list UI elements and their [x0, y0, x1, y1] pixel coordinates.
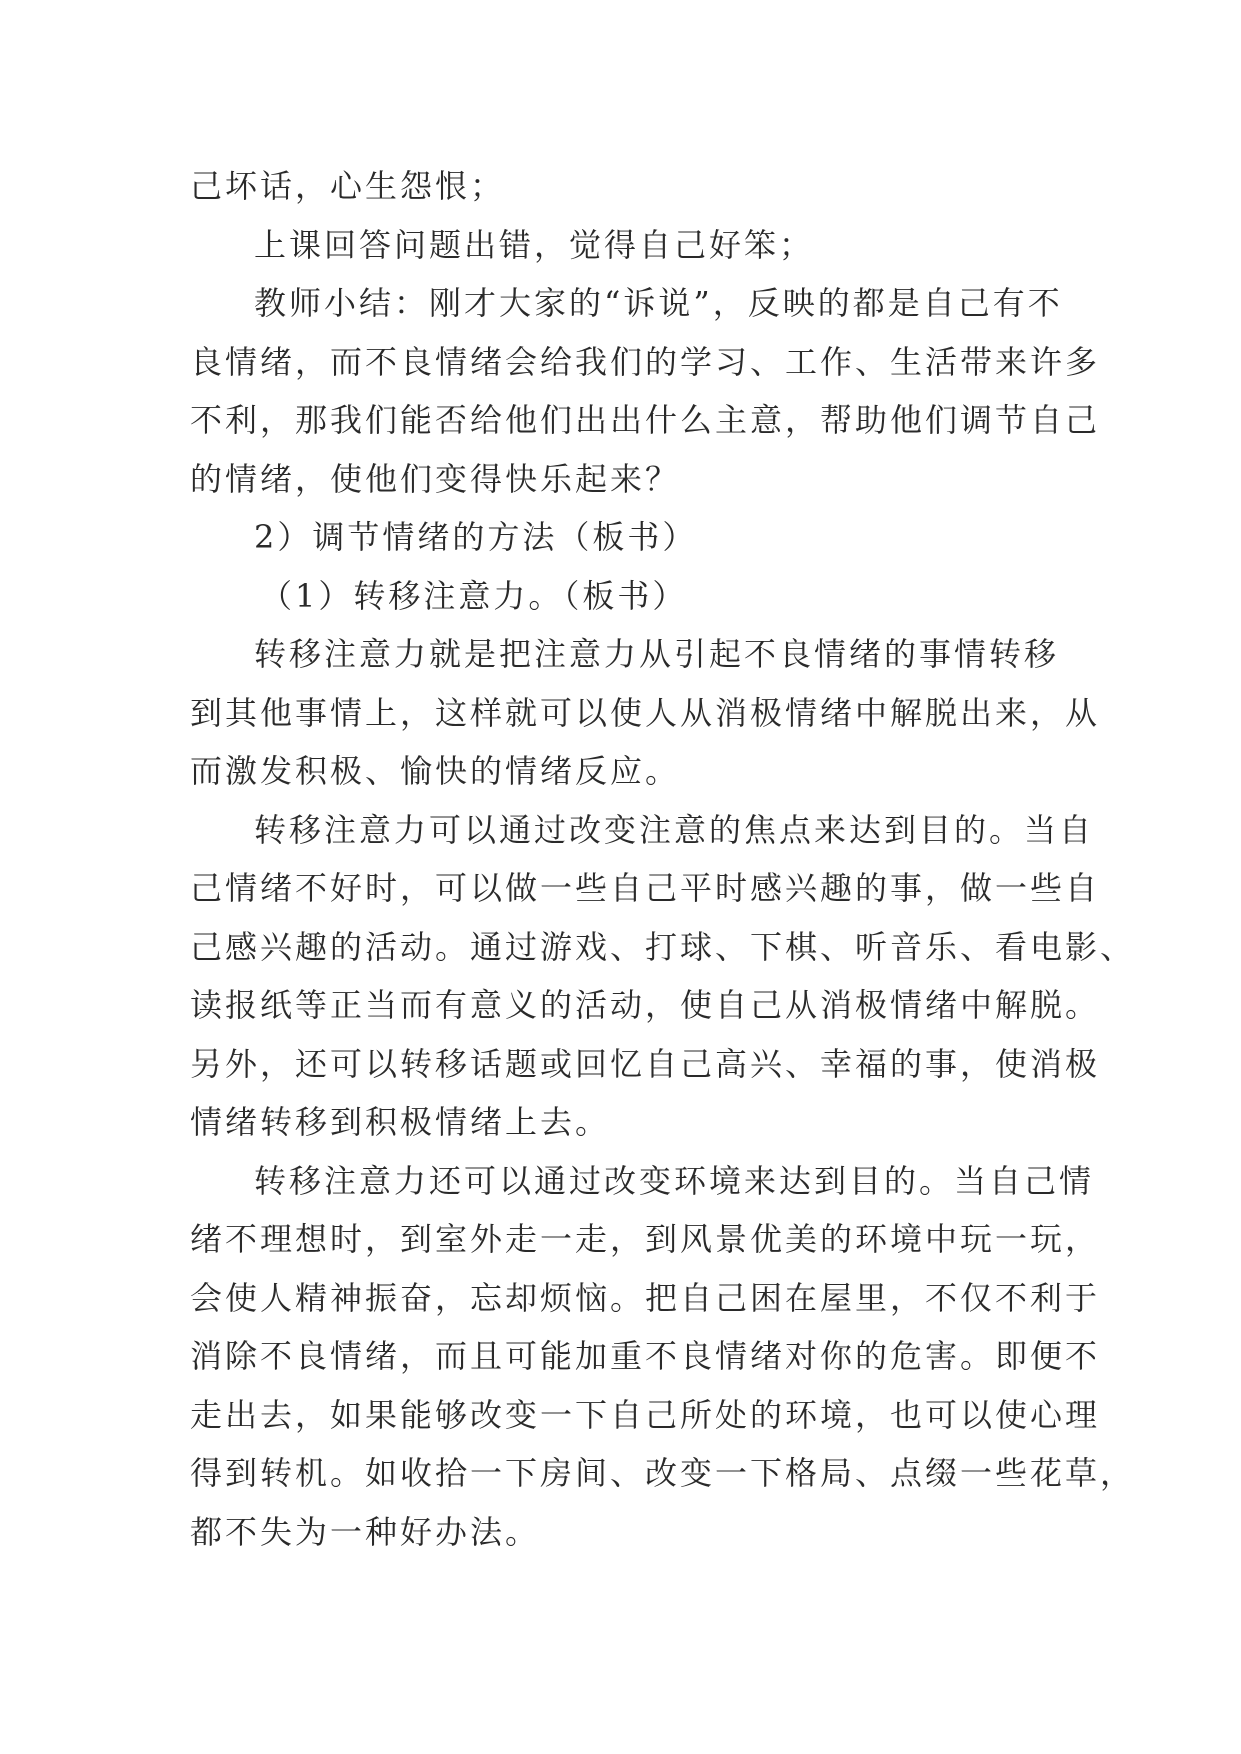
text-line: 转移注意力还可以通过改变环境来达到目的。当自己情	[254, 1161, 1095, 1200]
text-line: 良情绪，而不良情绪会给我们的学习、工作、生活带来许多	[190, 342, 1101, 381]
text-line: 己感兴趣的活动。通过游戏、打球、下棋、听音乐、看电影、	[190, 927, 1136, 966]
text-line: 都不失为一种好办法。	[190, 1512, 541, 1551]
text-line: 得到转机。如收拾一下房间、改变一下格局、点缀一些花草，	[190, 1454, 1136, 1492]
text-line: 会使人精神振奋，忘却烦恼。把自己困在屋里，不仅不利于	[190, 1278, 1101, 1317]
text-line: 另外，还可以转移话题或回忆自己高兴、幸福的事，使消极	[190, 1044, 1101, 1083]
subsection-heading: （1）转移注意力。（板书）	[260, 576, 688, 615]
text-line: 转移注意力就是把注意力从引起不良情绪的事情转移	[254, 635, 1060, 673]
text-line: 而激发积极、愉快的情绪反应。	[190, 752, 681, 790]
section-heading: 2）调节情绪的方法（板书）	[254, 518, 698, 556]
text-line: 上课回答问题出错，觉得自己好笨；	[254, 225, 815, 264]
text-line: 己坏话，心生怨恨；	[190, 167, 506, 205]
text-line: 绪不理想时，到室外走一走，到风景优美的环境中玩一玩，	[190, 1220, 1101, 1258]
text-line: 读报纸等正当而有意义的活动，使自己从消极情绪中解脱。	[190, 986, 1101, 1024]
text-line: 走出去，如果能够改变一下自己所处的环境，也可以使心理	[190, 1395, 1101, 1434]
text-line: 不利，那我们能否给他们出出什么主意，帮助他们调节自己	[190, 401, 1101, 439]
text-line: 情绪转移到积极情绪上去。	[190, 1103, 611, 1141]
text-line: 己情绪不好时，可以做一些自己平时感兴趣的事，做一些自	[190, 869, 1101, 907]
text-line: 到其他事情上，这样就可以使人从消极情绪中解脱出来，从	[190, 693, 1101, 732]
text-line: 教师小结：刚才大家的“诉说”，反映的都是自己有不	[254, 284, 1063, 322]
document-body	[190, 157, 1136, 1561]
text-line: 的情绪，使他们变得快乐起来？	[190, 459, 681, 498]
text-line: 消除不良情绪，而且可能加重不良情绪对你的危害。即便不	[190, 1337, 1101, 1375]
text-line: 转移注意力可以通过改变注意的焦点来达到目的。当自	[254, 810, 1095, 849]
